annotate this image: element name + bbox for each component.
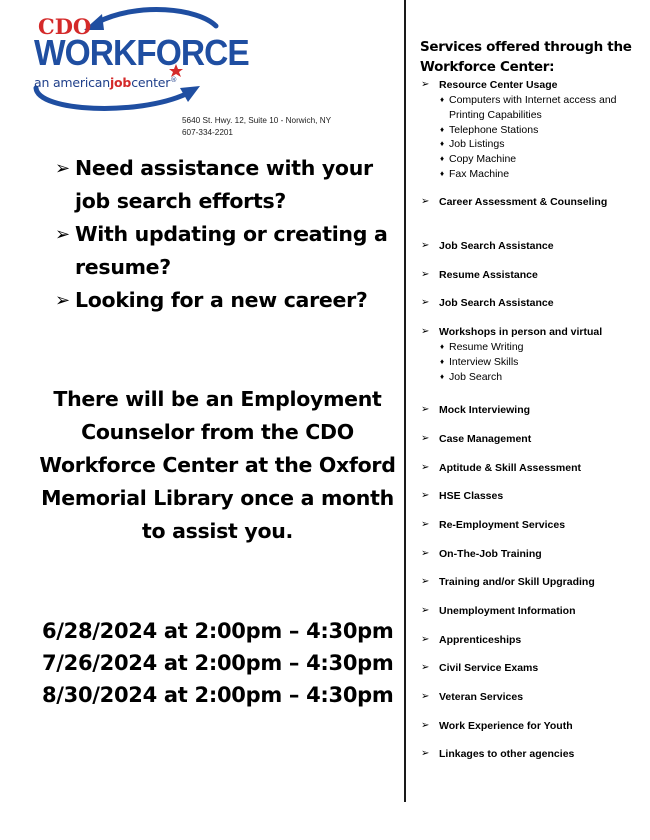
service-item: [421, 690, 649, 704]
service-label: Aptitude & Skill Assessment: [439, 462, 581, 474]
arrow-bullet-icon: ➢: [421, 240, 430, 251]
service-label: Work Experience for Youth: [439, 720, 573, 732]
service-label: Mock Interviewing: [439, 404, 531, 416]
address-block: [182, 115, 331, 138]
service-sub-item: [439, 152, 649, 167]
service-label: Unemployment Information: [439, 605, 576, 617]
arrow-bullet-icon: ➢: [421, 720, 430, 731]
logo-workforce-text: WORKFORCE: [34, 32, 249, 73]
service-item: [421, 489, 649, 503]
arrow-bullet-icon: ➢: [421, 605, 430, 616]
arrow-bullet-icon: ➢: [421, 748, 430, 759]
question-item: [55, 218, 400, 284]
question-item: [55, 152, 400, 218]
question-text: Looking for a new career?: [75, 288, 368, 312]
service-item: [421, 575, 649, 589]
arrow-bullet-icon: ➢: [421, 433, 430, 444]
diamond-bullet-icon: ♦: [440, 154, 445, 164]
service-item: [421, 719, 649, 733]
arrow-bullet-icon: ➢: [421, 79, 430, 90]
service-label: On-The-Job Training: [439, 548, 542, 560]
cdo-workforce-logo: [28, 4, 249, 114]
arrow-bullet-icon: ➢: [421, 196, 430, 207]
service-item: [421, 461, 649, 475]
service-item: [421, 547, 649, 561]
diamond-bullet-icon: ♦: [440, 95, 445, 104]
service-label: HSE Classes: [439, 490, 504, 502]
service-item: [421, 661, 649, 675]
service-sub-list: [439, 93, 649, 182]
service-label: Workshops in person and virtual: [439, 326, 603, 338]
registered-mark: ®: [170, 75, 178, 84]
arrow-bullet-icon: ➢: [421, 691, 430, 702]
service-label: Job Search Assistance: [439, 240, 554, 252]
column-divider: [404, 0, 406, 802]
service-sub-item: [439, 355, 649, 370]
questions-list: [55, 152, 400, 317]
service-label: Career Assessment & Counseling: [439, 196, 608, 208]
question-text: With updating or creating a resume?: [75, 222, 388, 279]
arrow-bullet-icon: ➢: [421, 326, 430, 337]
arrow-bullet-icon: ➢: [421, 462, 430, 473]
service-item: [421, 325, 649, 384]
tagline-job: job: [109, 75, 132, 90]
tagline-suffix: center: [131, 75, 171, 90]
date-item: 6/28/2024 at 2:00pm – 4:30pm: [42, 619, 394, 643]
logo-cdo-text: CDO: [38, 14, 92, 39]
service-item: [421, 432, 649, 446]
diamond-bullet-icon: ♦: [440, 168, 445, 178]
arrow-bullet-icon: ➢: [55, 158, 70, 179]
service-item: [421, 296, 649, 310]
service-item: [421, 747, 649, 761]
service-sub-label: Telephone Stations: [449, 123, 539, 136]
announcement-text: There will be an Employment Counselor from the CDO Workforce Center at the Oxford Memorial Library once a month to assist you.: [39, 387, 396, 543]
service-label: Resource Center Usage: [439, 79, 558, 91]
arrow-bullet-icon: ➢: [55, 224, 70, 245]
service-sub-item: [439, 167, 649, 182]
service-label: Case Management: [439, 433, 532, 445]
question-text: Need assistance with your job search efforts?: [75, 156, 373, 213]
service-item: [421, 518, 649, 532]
dates-list: [42, 615, 402, 711]
arrow-bullet-icon: ➢: [421, 490, 430, 501]
service-sub-item: [439, 340, 649, 355]
service-sub-item: [439, 137, 649, 152]
arrow-bullet-icon: ➢: [421, 269, 430, 280]
tagline-prefix: an american: [34, 75, 110, 90]
arrow-bullet-icon: ➢: [421, 634, 430, 645]
service-sub-label: Job Listings: [449, 138, 505, 151]
service-sub-list: [439, 340, 649, 384]
service-sub-item: [439, 93, 649, 123]
services-title: Services offered through the Workforce Center:: [420, 39, 632, 75]
service-sub-item: [439, 370, 649, 385]
service-label: Training and/or Skill Upgrading: [439, 576, 595, 588]
service-item: [421, 239, 649, 253]
service-sub-label: Fax Machine: [449, 167, 510, 180]
service-sub-item: [439, 123, 649, 138]
diamond-bullet-icon: ♦: [440, 342, 445, 351]
service-item: [421, 268, 649, 282]
service-item: [421, 78, 649, 182]
service-item: [421, 604, 649, 618]
date-item: 7/26/2024 at 2:00pm – 4:30pm: [42, 651, 394, 675]
diamond-bullet-icon: ♦: [440, 124, 445, 134]
service-sub-label: Interview Skills: [449, 355, 519, 368]
arrow-bullet-icon: ➢: [55, 290, 70, 311]
arrow-bullet-icon: ➢: [421, 662, 430, 673]
arrow-bullet-icon: ➢: [421, 404, 430, 415]
service-label: Apprenticeships: [439, 634, 522, 646]
service-sub-label: Computers with Internet access and Printing Capabilities: [449, 94, 617, 121]
service-item: [421, 633, 649, 647]
service-item: [421, 403, 649, 417]
service-label: Resume Assistance: [439, 269, 538, 281]
diamond-bullet-icon: ♦: [440, 371, 445, 381]
service-label: Re-Employment Services: [439, 519, 566, 531]
service-label: Civil Service Exams: [439, 662, 539, 674]
question-item: [55, 284, 400, 317]
diamond-bullet-icon: ♦: [440, 356, 445, 366]
arrow-bullet-icon: ➢: [421, 519, 430, 530]
arrow-bullet-icon: ➢: [421, 548, 430, 559]
service-sub-label: Job Search: [449, 370, 503, 383]
service-sub-label: Resume Writing: [449, 341, 524, 353]
phone-number: 607-334-2201: [182, 127, 233, 137]
date-item: 8/30/2024 at 2:00pm – 4:30pm: [42, 683, 394, 707]
service-sub-label: Copy Machine: [449, 153, 517, 166]
arrow-bullet-icon: ➢: [421, 576, 430, 587]
service-label: Veteran Services: [439, 691, 524, 703]
service-label: Linkages to other agencies: [439, 748, 575, 760]
logo-tagline: [34, 75, 177, 90]
street-address: 5640 St. Hwy. 12, Suite 10 - Norwich, NY: [182, 116, 332, 125]
diamond-bullet-icon: ♦: [440, 139, 445, 149]
service-label: Job Search Assistance: [439, 297, 554, 309]
arrow-bullet-icon: ➢: [421, 297, 430, 308]
service-item: [421, 195, 649, 209]
